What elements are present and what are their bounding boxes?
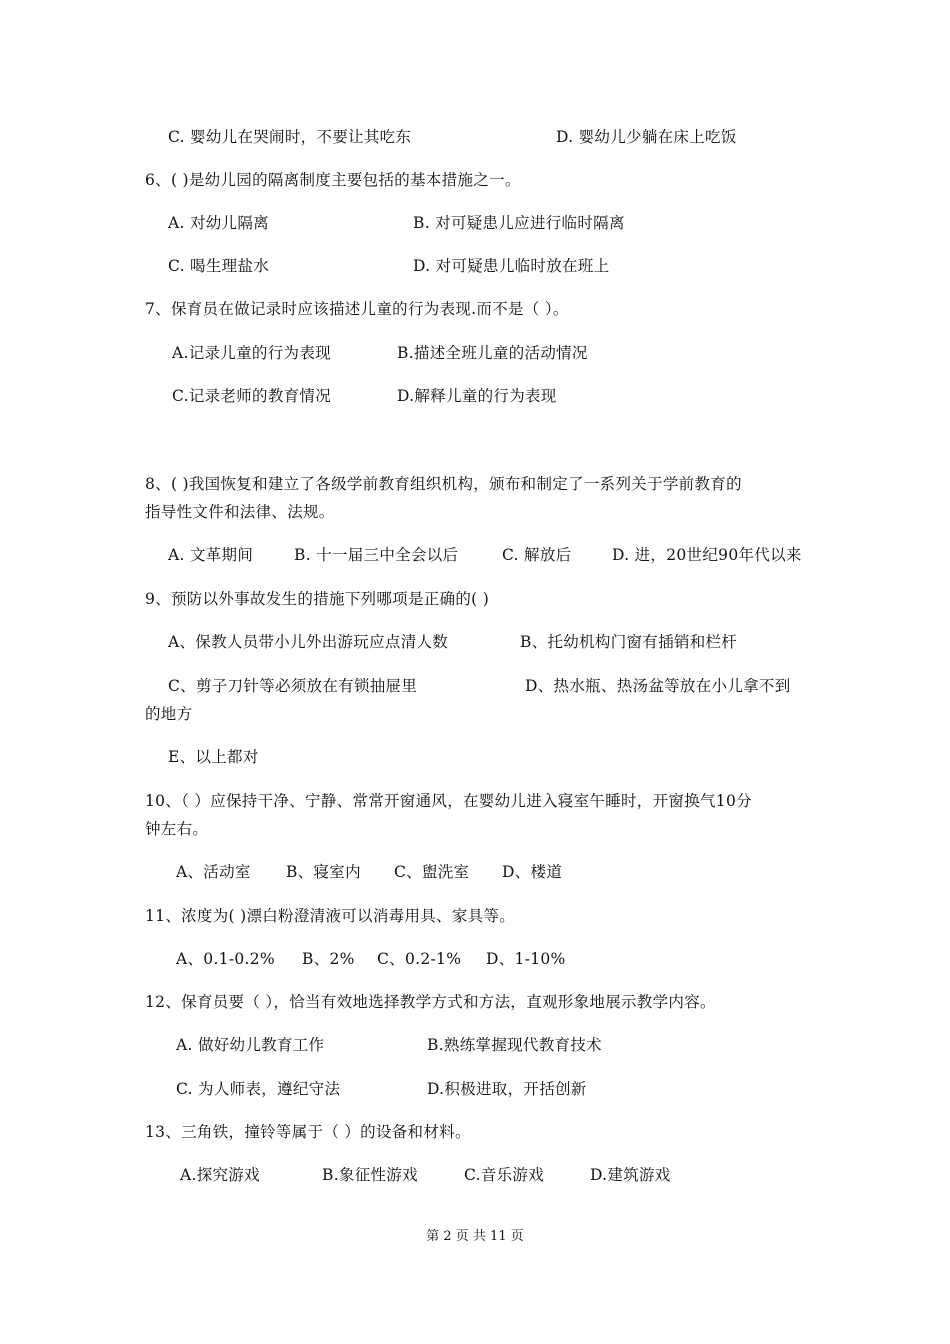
q6-option-b: B. 对可疑患儿应进行临时隔离 <box>413 214 625 232</box>
q9-option-e: E、以上都对 <box>168 748 259 766</box>
q9-option-d-cont: 的地方 <box>145 705 193 723</box>
q7-option-a: A.记录儿童的行为表现 <box>172 344 331 362</box>
q7-option-d: D.解释儿童的行为表现 <box>397 387 557 405</box>
question-13: 13、三角铁，撞铃等属于（ ）的设备和材料。 <box>145 1123 471 1141</box>
q7-option-c: C.记录老师的教育情况 <box>172 387 332 405</box>
q5-option-c: C. 婴幼儿在哭闹时，不要让其吃东 <box>168 128 412 146</box>
q13-option-d: D.建筑游戏 <box>590 1166 671 1184</box>
question-12: 12、保育员要（ ），恰当有效地选择教学方式和方法，直观形象地展示教学内容。 <box>145 993 716 1011</box>
q12-option-c: C. 为人师表，遵纪守法 <box>176 1080 341 1098</box>
q12-option-b: B.熟练掌握现代教育技术 <box>427 1036 602 1054</box>
q8-option-a: A. 文革期间 <box>168 546 254 564</box>
q11-option-c: C、0.2-1% <box>377 950 462 968</box>
q6-option-d: D. 对可疑患儿临时放在班上 <box>413 257 610 275</box>
question-9: 9、预防以外事故发生的措施下列哪项是正确的( ) <box>145 590 490 608</box>
question-6: 6、( )是幼儿园的隔离制度主要包括的基本措施之一。 <box>145 171 521 189</box>
q6-option-a: A. 对幼儿隔离 <box>168 214 269 232</box>
question-8-line-2: 指导性文件和法律、法规。 <box>145 503 335 521</box>
q5-option-d: D. 婴幼儿少躺在床上吃饭 <box>556 128 737 146</box>
q6-option-c: C. 喝生理盐水 <box>168 257 270 275</box>
q13-option-a: A.探究游戏 <box>180 1166 260 1184</box>
question-10-line-2: 钟左右。 <box>145 820 209 838</box>
q9-option-b: B、托幼机构门窗有插销和栏杆 <box>520 633 738 651</box>
q12-option-d: D.积极进取，开括创新 <box>427 1080 587 1098</box>
q8-option-c: C. 解放后 <box>502 546 572 564</box>
page-footer: 第 2 页 共 11 页 <box>426 1229 524 1244</box>
question-11: 11、浓度为( )漂白粉澄清液可以消毒用具、家具等。 <box>145 907 516 925</box>
q11-option-d: D、1-10% <box>486 950 566 968</box>
q9-option-a: A、保教人员带小儿外出游玩应点清人数 <box>168 633 449 651</box>
question-10-line-1: 10、（ ）应保持干净、宁静、常常开窗通风，在婴幼儿进入寝室午睡时，开窗换气10分 <box>145 792 752 810</box>
q11-option-b: B、2% <box>302 950 355 968</box>
q10-option-b: B、寝室内 <box>286 863 361 881</box>
question-7: 7、保育员在做记录时应该描述儿童的行为表现.而不是（ ）。 <box>145 300 569 318</box>
q8-option-d: D. 进，20世纪90年代以来 <box>612 546 802 564</box>
question-8-line-1: 8、( )我国恢复和建立了各级学前教育组织机构，颁布和制定了一系列关于学前教育的 <box>145 475 742 493</box>
q9-option-c: C、剪子刀针等必须放在有锁抽屉里 <box>168 677 418 695</box>
q10-option-c: C、盥洗室 <box>394 863 470 881</box>
q10-option-d: D、楼道 <box>502 863 563 881</box>
q13-option-c: C.音乐游戏 <box>464 1166 545 1184</box>
q7-option-b: B.描述全班儿童的活动情况 <box>397 344 588 362</box>
q9-option-d: D、热水瓶、热汤盆等放在小儿拿不到 <box>525 677 791 695</box>
q13-option-b: B.象征性游戏 <box>322 1166 418 1184</box>
q12-option-a: A. 做好幼儿教育工作 <box>176 1036 325 1054</box>
q8-option-b: B. 十一届三中全会以后 <box>294 546 459 564</box>
q10-option-a: A、活动室 <box>176 863 251 881</box>
q11-option-a: A、0.1-0.2% <box>176 950 275 968</box>
